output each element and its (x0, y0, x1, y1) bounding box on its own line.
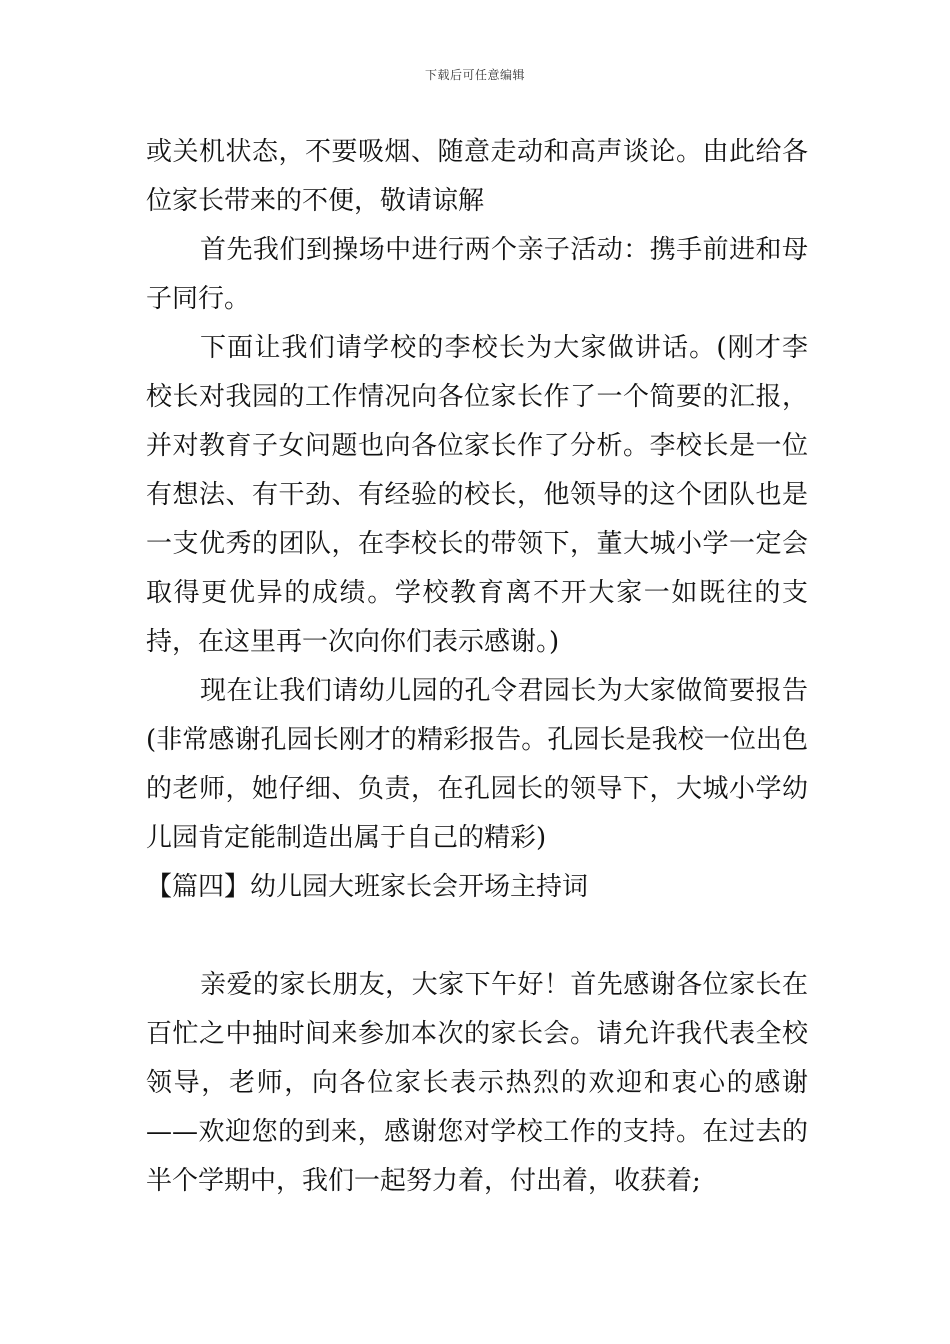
section-heading: 【篇四】幼儿园大班家长会开场主持词 (146, 872, 589, 902)
paragraph-4: 现在让我们请幼儿园的孔令君园长为大家做简要报告(非常感谢孔园长刚才的精彩报告。孔园长是我校一位出色的老师，她仔细、负责，在孔园长的领导下，大城小学幼儿园肯定能制造出属于自己的精彩) (146, 676, 808, 853)
paragraph-2: 首先我们到操场中进行两个亲子活动：携手前进和母子同行。 (146, 235, 808, 314)
paragraph-5: 亲爱的家长朋友，大家下午好！首先感谢各位家长在百忙之中抽时间来参加本次的家长会。请允许我代表全校领导，老师，向各位家长表示热烈的欢迎和衷心的感谢——欢迎您的到来，感谢您对学校工作的支持。在过去的半个学期中，我们一起努力着，付出着，收获着; (146, 970, 808, 1196)
paragraph-1: 或关机状态，不要吸烟、随意走动和高声谈论。由此给各位家长带来的不便，敬请谅解 (146, 137, 808, 216)
paragraph-3: 下面让我们请学校的李校长为大家做讲话。(刚才李校长对我园的工作情况向各位家长作了一个简要的汇报，并对教育子女问题也向各位家长作了分析。李校长是一位有想法、有干劲、有经验的校长，他领导的这个团队也是一支优秀的团队，在李校长的带领下，董大城小学一定会取得更优异的成绩。学校教育离不开大家一如既往的支持，在这里再一次向你们表示感谢。) (146, 333, 808, 657)
document-body (146, 128, 808, 1206)
page-header-note: 下载后可任意编辑 (424, 68, 525, 82)
